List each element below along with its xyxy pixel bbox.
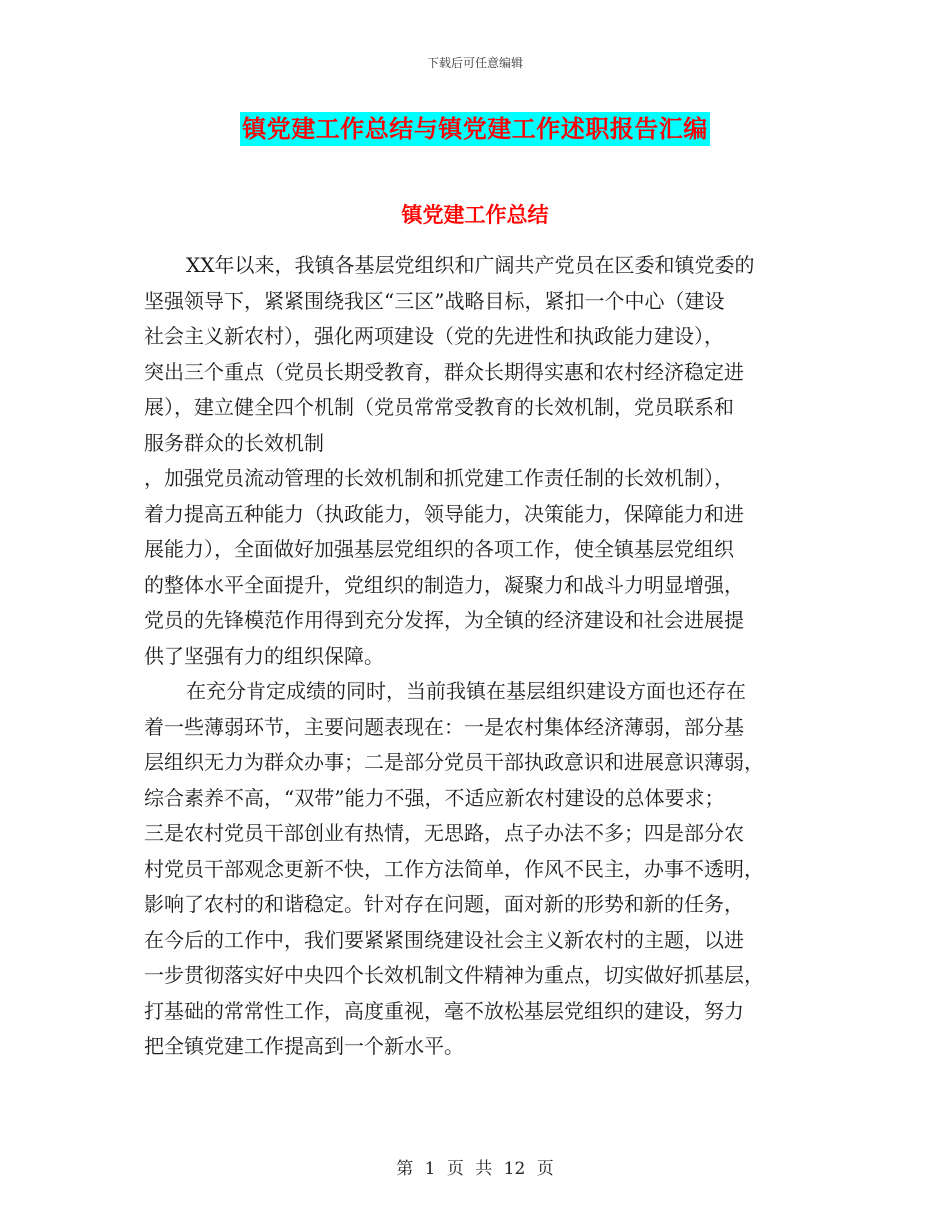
body-line: 在充分肯定成绩的同时，当前我镇在基层组织建设方面也还存在	[186, 679, 746, 703]
body-line: 党员的先锋模范作用得到充分发挥，为全镇的经济建设和社会进展提	[144, 608, 744, 632]
body-line: 坚强领导下，紧紧围绕我区“三区”战略目标，紧扣一个中心（建设	[144, 288, 725, 313]
body-line: 影响了农村的和谐稳定。针对存在问题，面对新的形势和新的任务，	[144, 892, 744, 916]
body-line: 把全镇党建工作提高到一个新水平。	[144, 1034, 464, 1058]
document-body	[144, 248, 804, 1065]
body-line: 服务群众的长效机制	[144, 430, 324, 455]
body-line: ，加强党员流动管理的长效机制和抓党建工作责任制的长效机制），	[144, 466, 734, 490]
body-line: 村党员干部观念更新不快，工作方法简单，作风不民主，办事不透明，	[144, 856, 764, 881]
body-line: 层组织无力为群众办事；二是部分党员干部执政意识和进展意识薄弱，	[144, 750, 764, 774]
body-line: 社会主义新农村），强化两项建设（党的先进性和执政能力建设），	[144, 324, 724, 348]
main-title-container	[0, 112, 950, 146]
body-line: 着一些薄弱环节，主要问题表现在：一是农村集体经济薄弱，部分基	[144, 714, 744, 739]
body-line: 展能力），全面做好加强基层党组织的各项工作，使全镇基层党组织	[144, 537, 734, 561]
body-line: 一步贯彻落实好中央四个长效机制文件精神为重点，切实做好抓基层，	[144, 963, 764, 987]
body-line: 供了坚强有力的组织保障。	[144, 643, 384, 668]
document-main-title: 镇党建工作总结与镇党建工作述职报告汇编	[240, 112, 710, 146]
section-title: 镇党建工作总结	[401, 202, 549, 227]
page-number-footer: 第 1 页 共 12 页	[396, 1159, 554, 1179]
body-line: 综合素养不高，“双带”能力不强，不适应新农村建设的总体要求；	[144, 785, 725, 810]
body-line: XX年以来，我镇各基层党组织和广阔共产党员在区委和镇党委的	[186, 253, 755, 277]
body-line: 展），建立健全四个机制（党员常常受教育的长效机制，党员联系和	[144, 395, 734, 419]
body-line: 的整体水平全面提升，党组织的制造力，凝聚力和战斗力明显增强，	[144, 572, 744, 597]
body-line: 三是农村党员干部创业有热情，无思路，点子办法不多；四是部分农	[144, 821, 744, 845]
page-header-note: 下载后可任意编辑	[426, 56, 523, 70]
body-line: 在今后的工作中，我们要紧紧围绕建设社会主义新农村的主题，以进	[144, 927, 744, 952]
body-line: 突出三个重点（党员长期受教育，群众长期得实惠和农村经济稳定进	[144, 359, 744, 384]
body-line: 着力提高五种能力（执政能力，领导能力，决策能力，保障能力和进	[144, 501, 744, 526]
body-line: 打基础的常常性工作，高度重视，毫不放松基层党组织的建设，努力	[144, 998, 744, 1023]
